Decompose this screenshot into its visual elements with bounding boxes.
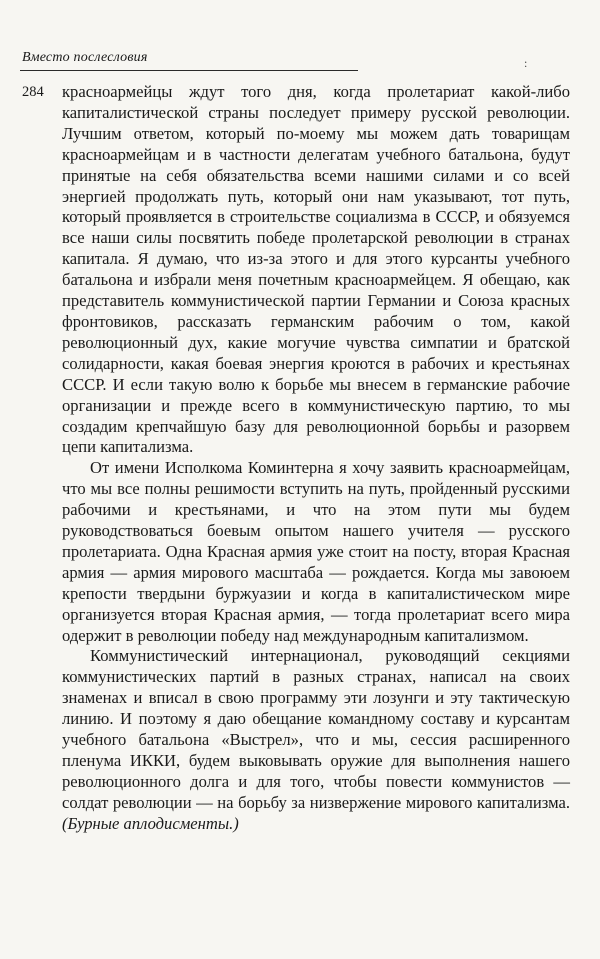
paragraph-1: красноармейцы ждут того дня, когда пролетариат какой-либо капиталистической страны последует примеру русской революции. Лучшим ответом, который по-моему мы можем дать товарищам красноармейцам и в частности делегатам учебного батальона, будут принятые на себя обязательства всеми нашими силами и со всей энергией продолжать путь, который они нам указывают, тот путь, который проявляется в строительстве социализма в СССР, и обязуемся все наши силы посвятить победе пролетарской революции в странах капитала. Я думаю, что из-за этого и для этого курсанты учебного батальона и избрали меня почетным красноармейцем. Я обещаю, как представитель коммунистической партии Германии и Союза красных фронтовиков, рассказать германским рабочим о том, какой революционный дух, какие могучие чувства симпатии и братской солидарности, какая боевая энергия кроются в рабочих и крестьянах СССР. И если такую волю к борьбе мы внесем в германские рабочие организации и прежде всего в коммунистическую партию, то мы создадим крепчайшую базу для революционной борьбы и разорвем цепи капитализма.	[62, 82, 570, 457]
paragraph-3	[62, 646, 570, 834]
running-head: Вместо послесловия	[22, 50, 148, 65]
paragraph-3-text: Коммунистический интернационал, руководящий секциями коммунистических партий в разных странах, написал на своих знаменах и вписал в свою программу эти лозунги и эту тактическую линию. И поэтому я даю обещание командному составу и курсантам учебного батальона «Выстрел», что и мы, сессия расширенного пленума ИККИ, будем выковывать оружие для выполнения нашего революционного долга и для того, чтобы повести коммунистов — солдат революции — на борьбу за низвержение мирового капитализма.	[62, 646, 570, 812]
header-rule	[20, 70, 358, 71]
body-text	[62, 82, 570, 835]
page-number: 284	[22, 84, 44, 100]
stage-direction-applause: (Бурные аплодисменты.)	[62, 813, 239, 833]
header-mark: :	[524, 56, 528, 70]
paragraph-2: От имени Исполкома Коминтерна я хочу заявить красноармейцам, что мы все полны решимости вступить на путь, пройденный русскими рабочими и крестьянами, и что на этом пути мы будем руководствоваться боевым опытом нашего учителя — русского пролетариата. Одна Красная армия уже стоит на посту, вторая Красная армия — армия мирового масштаба — рождается. Когда мы завоюем крепости твердыни буржуазии и когда в капиталистическом мире организуется вторая Красная армия, — тогда пролетариат всего мира одержит в революции победу над международным капитализмом.	[62, 458, 570, 645]
